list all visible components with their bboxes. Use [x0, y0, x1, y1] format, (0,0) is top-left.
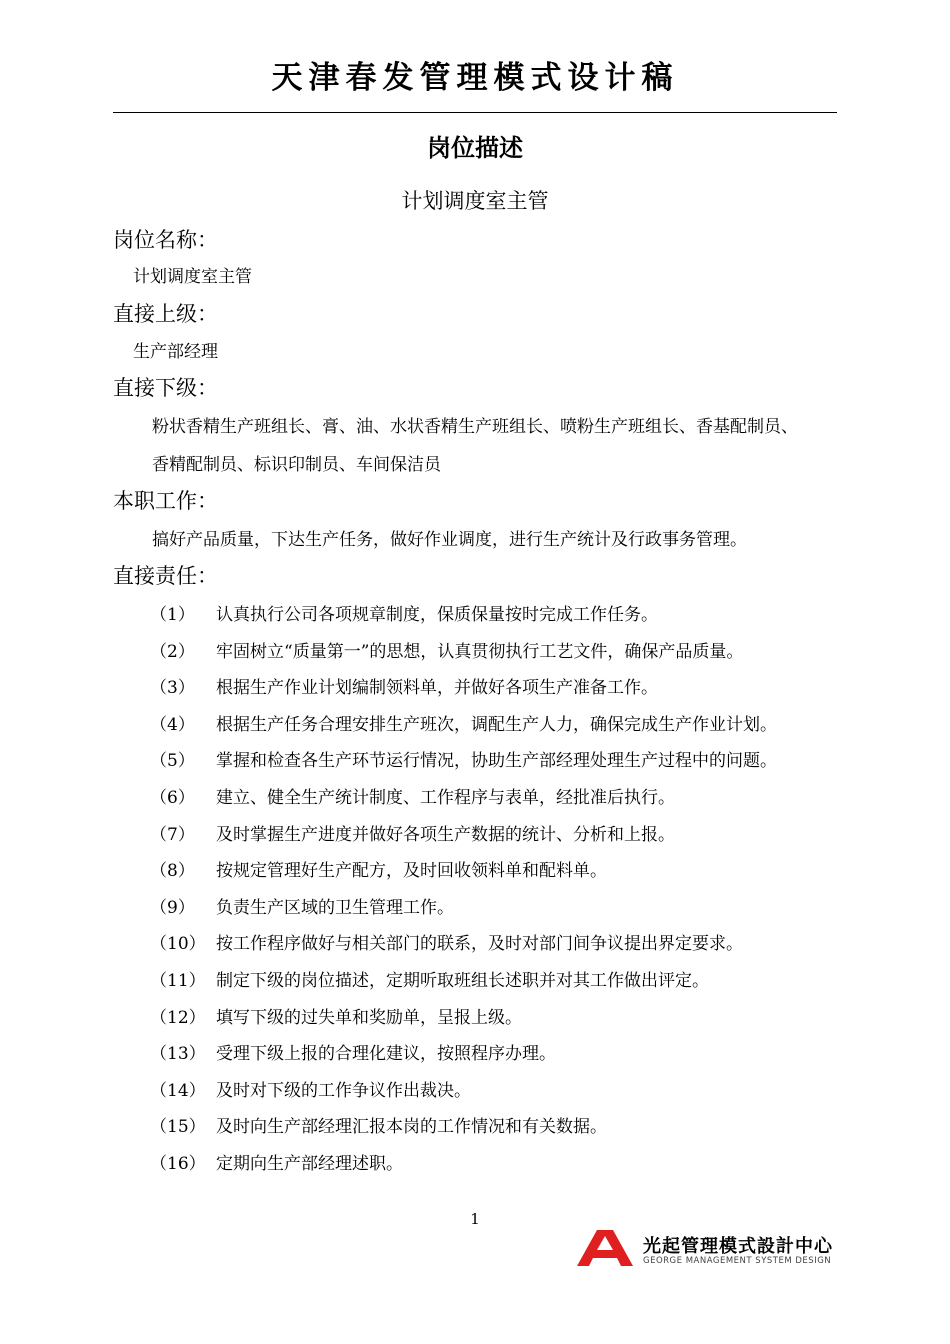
responsibility-number: （6）	[150, 788, 195, 808]
responsibility-number: （1）	[150, 605, 195, 625]
subordinates-line-1: 粉状香精生产班组长、膏、油、水状香精生产班组长、喷粉生产班组长、香基配制员、	[152, 417, 798, 437]
responsibility-number: （7）	[150, 825, 195, 845]
responsibility-number: （8）	[150, 861, 195, 881]
responsibility-number: （9）	[150, 898, 195, 918]
responsibility-text: 牢固树立“质量第一”的思想，认真贯彻执行工艺文件，确保产品质量。	[216, 642, 744, 662]
position-name-value: 计划调度室主管	[133, 267, 252, 287]
responsibility-number: （14）	[150, 1081, 206, 1101]
logo-english-name: GEORGE MANAGEMENT SYSTEM DESIGN	[643, 1256, 832, 1266]
responsibility-number: （5）	[150, 751, 195, 771]
duty-label: 本职工作：	[113, 489, 218, 513]
title-divider	[113, 112, 837, 113]
responsibility-text: 及时对下级的工作争议作出裁决。	[216, 1081, 471, 1101]
responsibility-number: （11）	[150, 971, 206, 991]
responsibility-number: （3）	[150, 678, 195, 698]
responsibility-number: （16）	[150, 1154, 206, 1174]
responsibility-text: 定期向生产部经理述职。	[216, 1154, 403, 1174]
subordinates-line-2: 香精配制员、标识印制员、车间保洁员	[152, 455, 441, 475]
responsibility-text: 受理下级上报的合理化建议，按照程序办理。	[216, 1044, 556, 1064]
company-logo	[575, 1228, 840, 1272]
responsibility-label: 直接责任：	[113, 564, 218, 588]
duty-value: 搞好产品质量，下达生产任务，做好作业调度，进行生产统计及行政事务管理。	[152, 530, 747, 550]
superior-label: 直接上级：	[113, 302, 218, 326]
document-title: 天津春发管理模式设计稿	[271, 60, 679, 96]
superior-value: 生产部经理	[133, 342, 218, 362]
responsibility-text: 填写下级的过失单和奖励单，呈报上级。	[216, 1008, 522, 1028]
responsibility-number: （12）	[150, 1008, 206, 1028]
responsibility-number: （2）	[150, 642, 195, 662]
responsibility-text: 及时掌握生产进度并做好各项生产数据的统计、分析和上报。	[216, 825, 675, 845]
responsibility-number: （15）	[150, 1117, 206, 1137]
responsibility-text: 按工作程序做好与相关部门的联系，及时对部门间争议提出界定要求。	[216, 934, 743, 954]
responsibility-text: 掌握和检查各生产环节运行情况，协助生产部经理处理生产过程中的问题。	[216, 751, 777, 771]
section-title: 岗位描述	[427, 134, 523, 162]
responsibility-text: 根据生产任务合理安排生产班次，调配生产人力，确保完成生产作业计划。	[216, 715, 777, 735]
responsibility-text: 建立、健全生产统计制度、工作程序与表单，经批准后执行。	[216, 788, 675, 808]
responsibility-text: 及时向生产部经理汇报本岗的工作情况和有关数据。	[216, 1117, 607, 1137]
responsibility-text: 负责生产区域的卫生管理工作。	[216, 898, 454, 918]
responsibility-text: 制定下级的岗位描述，定期听取班组长述职并对其工作做出评定。	[216, 971, 709, 991]
position-title: 计划调度室主管	[401, 189, 549, 213]
responsibility-number: （4）	[150, 715, 195, 735]
responsibility-number: （10）	[150, 934, 206, 954]
responsibility-text: 根据生产作业计划编制领料单，并做好各项生产准备工作。	[216, 678, 658, 698]
page-number: 1	[470, 1210, 480, 1228]
responsibility-text: 认真执行公司各项规章制度，保质保量按时完成工作任务。	[216, 605, 658, 625]
responsibility-number: （13）	[150, 1044, 206, 1064]
logo-a-icon	[575, 1228, 635, 1268]
subordinates-label: 直接下级：	[113, 376, 218, 400]
responsibility-text: 按规定管理好生产配方，及时回收领料单和配料单。	[216, 861, 607, 881]
logo-chinese-name: 光起管理模式設計中心	[643, 1236, 833, 1257]
position-name-label: 岗位名称：	[113, 228, 218, 252]
